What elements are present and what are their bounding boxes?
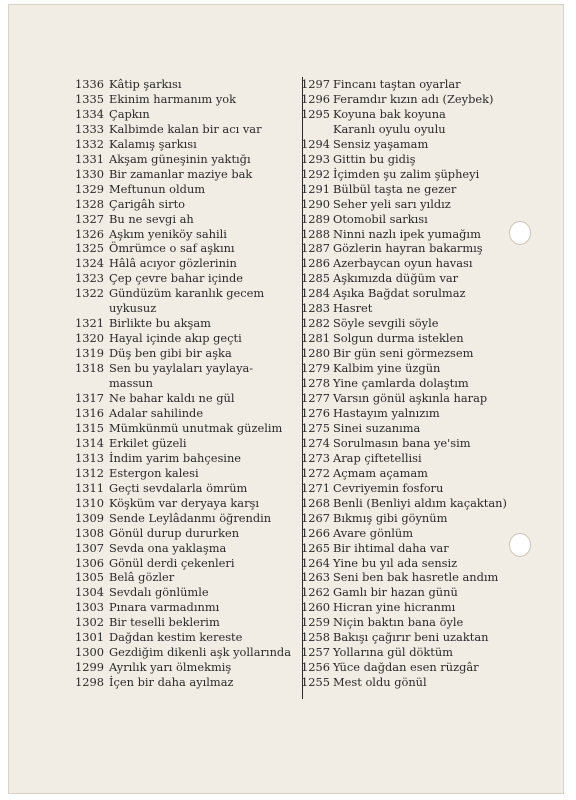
song-number: 1273 [301, 450, 330, 465]
song-title: Pınara varmadınmı [109, 600, 220, 615]
song-number: 1262 [301, 585, 330, 600]
song-number: 1276 [301, 405, 330, 420]
song-title: Arap çiftetellisi [333, 450, 422, 465]
song-title: Kalbim yine üzgün [333, 361, 441, 376]
song-title: Çarigâh sirto [109, 196, 186, 211]
song-title: Ayrılık yarı ölmekmiş [109, 660, 232, 675]
song-entry [301, 630, 541, 645]
song-number: 1336 [75, 77, 104, 91]
song-title: Gündüzüm karanlık gecem [109, 286, 265, 301]
song-title: Seni ben bak hasretle andım [333, 570, 499, 585]
song-number: 1299 [75, 660, 104, 675]
song-number: 1335 [75, 91, 104, 106]
song-number: 1295 [301, 106, 330, 121]
song-number: 1280 [301, 346, 330, 361]
song-number: 1331 [75, 151, 104, 166]
song-entry [75, 256, 297, 271]
song-entry [301, 256, 541, 271]
song-entry [75, 421, 297, 436]
song-number: 1302 [75, 615, 104, 630]
song-title: Karanlı oyulu oyulu [333, 121, 446, 136]
song-number: 1312 [75, 465, 104, 480]
song-entry [75, 92, 297, 107]
song-entry [75, 227, 297, 242]
song-number: 1320 [75, 331, 104, 346]
left-song-column [75, 77, 297, 690]
song-title: Gittin bu gidiş [333, 151, 416, 166]
song-number: 1323 [75, 271, 104, 286]
song-entry [75, 600, 297, 615]
song-entry [75, 361, 297, 376]
song-title: Ömrümce o saf aşkını [109, 241, 235, 256]
song-entry [301, 481, 541, 496]
song-title: İndim yarim bahçesine [109, 450, 242, 465]
song-entry [75, 615, 297, 630]
song-title: Geçti sevdalarla ömrüm [109, 480, 248, 495]
song-entry [75, 212, 297, 227]
song-number: 1287 [301, 241, 330, 256]
song-number: 1292 [301, 166, 330, 181]
song-number: 1296 [301, 91, 330, 106]
song-title: Niçin baktın bana öyle [333, 615, 464, 630]
song-number: 1330 [75, 166, 104, 181]
song-title: Birlikte bu akşam [109, 316, 211, 331]
song-number: 1328 [75, 196, 104, 211]
song-title: Bakışı çağırır beni uzaktan [333, 630, 489, 645]
song-title: Feramdır kızın adı (Zeybek) [333, 91, 494, 106]
song-title: Bu ne sevgi ah [109, 211, 194, 226]
song-title: Akşam güneşinin yaktığı [109, 151, 251, 166]
song-entry [301, 346, 541, 361]
song-entry [75, 197, 297, 212]
song-title: Bir teselli beklerim [109, 615, 220, 630]
song-entry [75, 376, 297, 391]
song-entry [301, 466, 541, 481]
song-entry [75, 526, 297, 541]
song-number: 1288 [301, 226, 330, 241]
song-entry [301, 197, 541, 212]
song-number: 1298 [75, 675, 104, 690]
song-entry [301, 600, 541, 615]
song-entry [75, 436, 297, 451]
song-number: 1255 [301, 675, 330, 690]
song-number: 1318 [75, 361, 104, 376]
song-title: Hayal içinde akıp geçti [109, 331, 242, 346]
song-entry [301, 660, 541, 675]
song-entry [301, 615, 541, 630]
song-number: 1286 [301, 256, 330, 271]
song-title: Azerbaycan oyun havası [333, 256, 473, 271]
song-entry [75, 137, 297, 152]
song-number: 1305 [75, 570, 104, 585]
song-title: Hicran yine hicranmı [333, 600, 456, 615]
punch-hole [509, 533, 531, 557]
song-entry [301, 137, 541, 152]
song-entry [75, 167, 297, 182]
song-entry [75, 271, 297, 286]
song-entry [301, 496, 541, 511]
song-title: İçen bir daha ayılmaz [109, 675, 234, 690]
song-number: 1284 [301, 286, 330, 301]
song-entry [75, 660, 297, 675]
song-entry [301, 122, 541, 137]
song-number: 1279 [301, 361, 330, 376]
document-page [8, 4, 564, 794]
song-title: Hastayım yalnızım [333, 405, 440, 420]
song-title: Gönül derdi çekenleri [109, 555, 235, 570]
song-entry [301, 316, 541, 331]
song-title: Bıkmış gibi göynüm [333, 510, 448, 525]
song-entry [301, 182, 541, 197]
song-entry [301, 271, 541, 286]
song-number: 1321 [75, 316, 104, 331]
song-number: 1314 [75, 435, 104, 450]
song-number: 1326 [75, 226, 104, 241]
song-entry [301, 675, 541, 690]
song-number: 1297 [301, 77, 330, 91]
song-number: 1277 [301, 391, 330, 406]
song-entry [75, 541, 297, 556]
song-number: 1301 [75, 630, 104, 645]
song-entry [75, 645, 297, 660]
song-entry [301, 227, 541, 242]
song-entry [301, 331, 541, 346]
song-title: Ninni nazlı ipek yumağım [333, 226, 481, 241]
song-title: Gezdiğim dikenli aşk yollarında [109, 645, 291, 660]
song-title: massun [109, 376, 153, 391]
song-title: Solgun durma isteklen [333, 331, 464, 346]
song-entry [75, 286, 297, 301]
song-number: 1271 [301, 480, 330, 495]
song-title: İçimden şu zalim şüpheyi [333, 166, 480, 181]
song-title: Dağdan kestim kereste [109, 630, 243, 645]
song-title: Sensiz yaşamam [333, 136, 429, 151]
song-title: Otomobil sarkısı [333, 211, 428, 226]
song-entry [301, 152, 541, 167]
song-entry [301, 212, 541, 227]
song-entry [75, 241, 297, 256]
song-number: 1259 [301, 615, 330, 630]
song-number: 1264 [301, 555, 330, 570]
song-title: Gamlı bir hazan günü [333, 585, 458, 600]
song-title: Aşkımızda düğüm var [333, 271, 459, 286]
song-number: 1303 [75, 600, 104, 615]
song-number: 1293 [301, 151, 330, 166]
right-song-column [301, 77, 541, 690]
song-title: Yine bu yıl ada sensiz [333, 555, 458, 570]
song-entry [301, 451, 541, 466]
song-title: Sorulmasın bana ye'sim [333, 435, 471, 450]
song-entry [301, 391, 541, 406]
song-entry [75, 630, 297, 645]
song-title: Kalamış şarkısı [109, 136, 197, 151]
song-entry [75, 406, 297, 421]
song-title: Düş ben gibi bir aşka [109, 346, 232, 361]
song-number: 1325 [75, 241, 104, 256]
song-title: Kâtip şarkısı [109, 77, 182, 91]
song-entry [75, 77, 297, 92]
song-number: 1307 [75, 540, 104, 555]
song-number: 1309 [75, 510, 104, 525]
song-number: 1327 [75, 211, 104, 226]
song-number: 1329 [75, 181, 104, 196]
song-entry [75, 331, 297, 346]
song-entry [301, 361, 541, 376]
song-title: Yine çamlarda dolaştım [333, 376, 469, 391]
song-entry [301, 541, 541, 556]
song-number: 1256 [301, 660, 330, 675]
song-title: Yüce dağdan esen rüzgâr [333, 660, 479, 675]
song-number: 1310 [75, 495, 104, 510]
song-entry [75, 496, 297, 511]
song-entry [301, 421, 541, 436]
song-title: Estergon kalesi [109, 465, 199, 480]
song-title: Avare gönlüm [333, 525, 414, 540]
song-title: Açmam açamam [333, 465, 428, 480]
song-number: 1308 [75, 525, 104, 540]
song-title: Bir ihtimal daha var [333, 540, 449, 555]
song-entry [301, 585, 541, 600]
song-number: 1313 [75, 450, 104, 465]
song-number: 1306 [75, 555, 104, 570]
song-title: Adalar sahilinde [109, 405, 204, 420]
song-entry [301, 556, 541, 571]
song-entry [75, 391, 297, 406]
punch-hole [509, 221, 531, 245]
song-title: Seher yeli sarı yıldız [333, 196, 451, 211]
song-entry [75, 570, 297, 585]
song-entry [301, 241, 541, 256]
song-title: Bülbül taşta ne gezer [333, 181, 457, 196]
song-title: Belâ gözler [109, 570, 175, 585]
song-number: 1333 [75, 121, 104, 136]
song-number: 1304 [75, 585, 104, 600]
song-entry [301, 436, 541, 451]
song-number: 1267 [301, 510, 330, 525]
song-title: Fincanı taştan oyarlar [333, 77, 461, 91]
song-number: 1278 [301, 376, 330, 391]
song-entry [75, 511, 297, 526]
song-title: Cevriyemin fosforu [333, 480, 444, 495]
song-number: 1315 [75, 420, 104, 435]
song-title: Gönül durup dururken [109, 525, 240, 540]
song-entry [75, 585, 297, 600]
song-title: Bir gün seni görmezsem [333, 346, 474, 361]
song-title: Ne bahar kaldı ne gül [109, 391, 235, 406]
song-entry [75, 122, 297, 137]
song-number: 1265 [301, 540, 330, 555]
song-title: Erkilet güzeli [109, 435, 187, 450]
song-entry [75, 346, 297, 361]
song-title: Meftunun oldum [109, 181, 206, 196]
song-title: Sen bu yaylaları yaylaya- [109, 361, 254, 376]
song-title: Sende Leylâdanmı öğrendin [109, 510, 272, 525]
song-title: Ekinim harmanım yok [109, 91, 237, 106]
song-title: uykusuz [109, 301, 157, 316]
song-entry [75, 152, 297, 167]
song-entry [75, 451, 297, 466]
song-entry [75, 316, 297, 331]
song-entry [301, 376, 541, 391]
song-entry [75, 675, 297, 690]
song-entry [301, 301, 541, 316]
song-entry [301, 511, 541, 526]
song-title: Hasret [333, 301, 373, 316]
song-entry [75, 301, 297, 316]
song-number: 1282 [301, 316, 330, 331]
song-title: Çep çevre bahar içinde [109, 271, 244, 286]
song-title: Sevda ona yaklaşma [109, 540, 227, 555]
song-number: 1334 [75, 106, 104, 121]
song-entry [301, 645, 541, 660]
song-title: Koyuna bak koyuna [333, 106, 446, 121]
song-title: Kalbimde kalan bir acı var [109, 121, 262, 136]
song-title: Mest oldu gönül [333, 675, 427, 690]
song-title: Aşkım yeniköy sahili [109, 226, 227, 241]
song-number: 1283 [301, 301, 330, 316]
song-number: 1274 [301, 435, 330, 450]
song-number: 1322 [75, 286, 104, 301]
song-title: Söyle sevgili söyle [333, 316, 439, 331]
song-title: Bir zamanlar maziye bak [109, 166, 253, 181]
song-title: Aşıka Bağdat sorulmaz [333, 286, 466, 301]
song-title: Mümkünmü unutmak güzelim [109, 420, 283, 435]
song-title: Varsın gönül aşkınla harap [333, 391, 488, 406]
song-number: 1257 [301, 645, 330, 660]
song-number: 1285 [301, 271, 330, 286]
song-title: Benli (Benliyi aldım kaçaktan) [333, 495, 507, 510]
song-number: 1260 [301, 600, 330, 615]
song-title: Çapkın [109, 106, 150, 121]
song-entry [75, 107, 297, 122]
song-number: 1324 [75, 256, 104, 271]
song-number: 1300 [75, 645, 104, 660]
song-entry [75, 556, 297, 571]
song-number: 1263 [301, 570, 330, 585]
song-title: Sinei suzanıma [333, 420, 421, 435]
song-number: 1317 [75, 391, 104, 406]
song-entry [301, 526, 541, 541]
song-entry [301, 107, 541, 122]
song-title: Köşküm var deryaya karşı [109, 495, 260, 510]
song-number: 1291 [301, 181, 330, 196]
song-number: 1281 [301, 331, 330, 346]
song-number: 1275 [301, 420, 330, 435]
song-number: 1258 [301, 630, 330, 645]
song-number: 1290 [301, 196, 330, 211]
song-number: 1311 [75, 480, 104, 495]
song-entry [301, 92, 541, 107]
song-entry [301, 570, 541, 585]
song-entry [75, 481, 297, 496]
song-number: 1266 [301, 525, 330, 540]
song-entry [301, 167, 541, 182]
song-entry [301, 286, 541, 301]
song-entry [75, 466, 297, 481]
song-title: Hâlâ acıyor gözlerinin [109, 256, 237, 271]
song-number: 1332 [75, 136, 104, 151]
song-entry [75, 182, 297, 197]
song-number: 1319 [75, 346, 104, 361]
song-number: 1268 [301, 495, 330, 510]
song-title: Sevdalı gönlümle [109, 585, 209, 600]
song-title: Gözlerin hayran bakarmış [333, 241, 483, 256]
song-number: 1316 [75, 405, 104, 420]
song-number: 1289 [301, 211, 330, 226]
song-title: Yollarına gül döktüm [333, 645, 453, 660]
song-number: 1294 [301, 136, 330, 151]
song-entry [301, 406, 541, 421]
song-entry [301, 77, 541, 92]
song-number: 1272 [301, 465, 330, 480]
